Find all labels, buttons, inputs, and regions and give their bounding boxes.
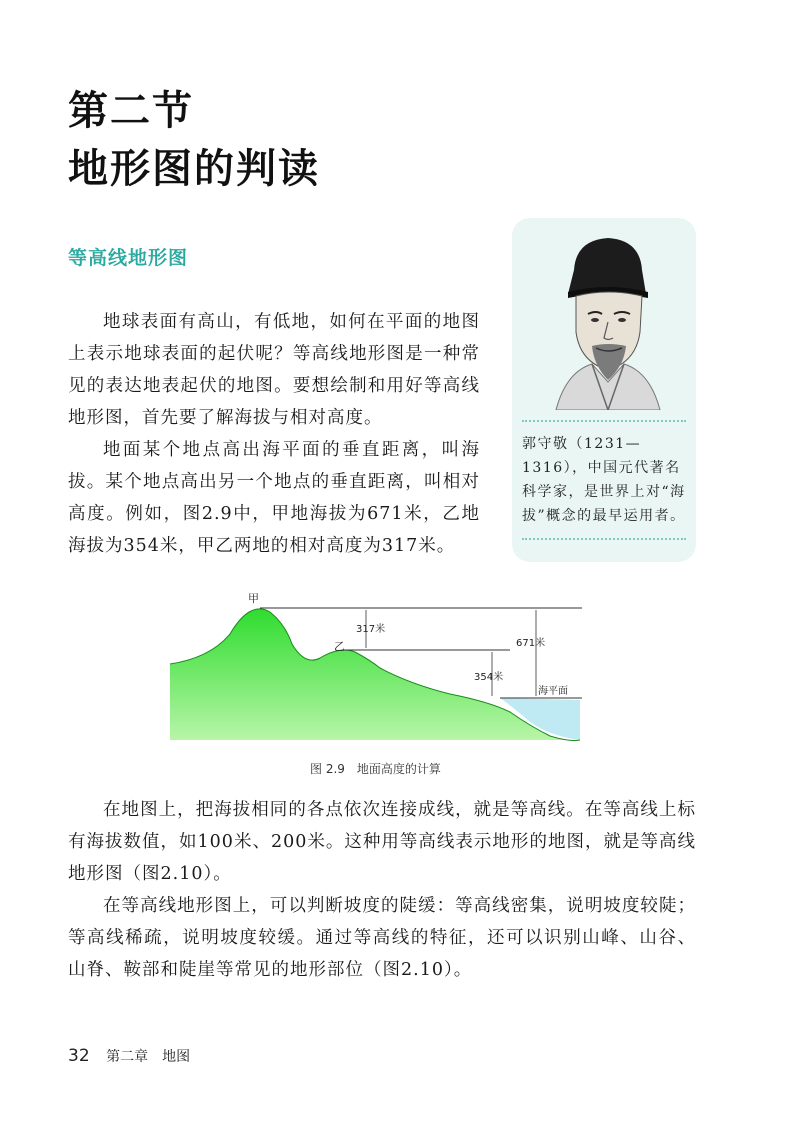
portrait-guo-shoujing <box>536 232 676 410</box>
figure-elevation-diagram <box>170 590 590 750</box>
chapter-label: 第二章 地图 <box>106 1049 191 1065</box>
label-317: 317米 <box>356 624 386 635</box>
page-number: 32 <box>68 1046 90 1066</box>
paragraph-intro: 地球表面有高山，有低地，如何在平面的地图上表示地球表面的起伏呢？等高线地形图是一种常见的表达地表起伏的地图。要想绘制和用好等高线地形图，首先要了解海拔与相对高度。 <box>68 312 480 428</box>
label-jia: 甲 <box>248 592 259 605</box>
sidebar-caption: 郭守敬（1231—1316），中国元代著名科学家，是世界上对“海拔”概念的最早运用者。 <box>522 436 686 524</box>
sidebar-divider-bottom <box>522 538 686 540</box>
label-671: 671米 <box>516 638 546 649</box>
label-354: 354米 <box>474 672 504 683</box>
sidebar-divider-top <box>522 420 686 422</box>
section-number: 第二节 <box>68 88 194 134</box>
page-footer <box>68 1046 190 1066</box>
section-name: 地形图的判读 <box>68 146 320 192</box>
label-sea-level: 海平面 <box>538 686 568 697</box>
paragraph-contour-definition: 在地图上，把海拔相同的各点依次连接成线，就是等高线。在等高线上标有海拔数值，如100米、200米。这种用等高线表示地形的地图，就是等高线地形图（图2.10）。 <box>68 800 696 884</box>
section-title <box>68 82 320 198</box>
label-yi: 乙 <box>334 640 345 653</box>
figure-caption: 图 2.9 地面高度的计算 <box>310 762 441 776</box>
subheading: 等高线地形图 <box>68 247 189 269</box>
paragraph-slope: 在等高线地形图上，可以判断坡度的陡缓：等高线密集，说明坡度较陡；等高线稀疏，说明坡度较缓。通过等高线的特征，还可以识别山峰、山谷、山脊、鞍部和陡崖等常见的地形部位（图2.10）。 <box>68 896 696 980</box>
paragraph-altitude: 地面某个地点高出海平面的垂直距离，叫海拔。某个地点高出另一个地点的垂直距离，叫相对高度。例如，图2.9中，甲地海拔为671米，乙地海拔为354米，甲乙两地的相对高度为317米。 <box>68 440 480 556</box>
